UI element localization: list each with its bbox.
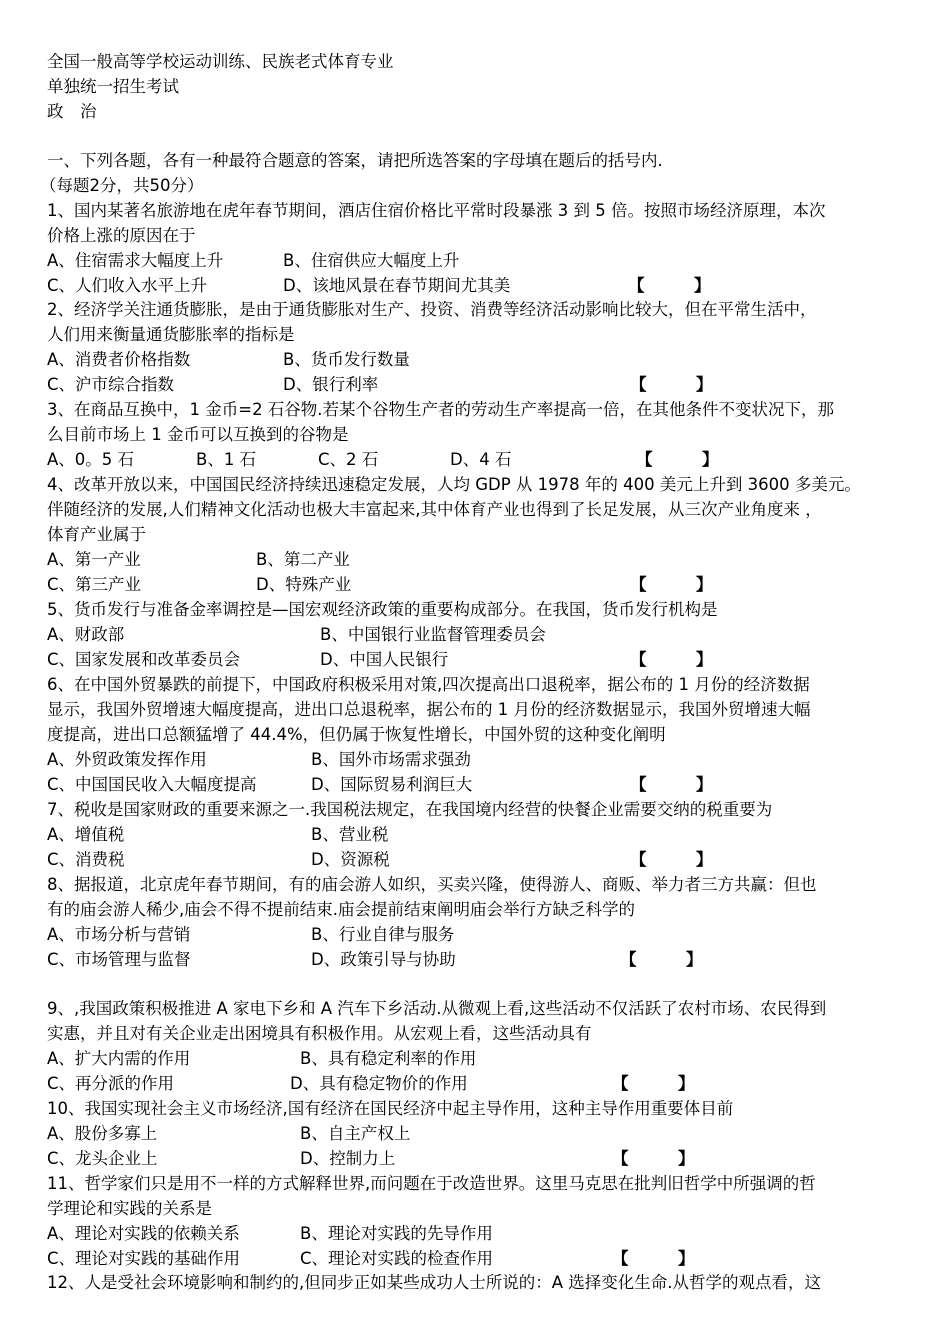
question-10-stem: 10、我国实现社会主义市场经济,国有经济在国民经济中起主导作用，这种主导作用重要体目前 [47, 1099, 734, 1118]
question-4-option: B、第二产业 [256, 550, 350, 569]
question-3-option: C、2 石 [318, 450, 379, 469]
question-11-option: C、理论对实践的检查作用 [300, 1249, 494, 1268]
exam-title-line1: 全国一般高等学校运动训练、民族老式体育专业 [47, 52, 394, 71]
question-9-stem: 实惠，并且对有关企业走出困境具有积极作用。从宏观上看，这些活动具有 [47, 1024, 592, 1043]
question-1-option: C、人们收入水平上升 [47, 276, 208, 295]
question-9-option: C、再分派的作用 [47, 1074, 175, 1093]
question-9-option: B、具有稳定利率的作用 [300, 1049, 477, 1068]
question-1-option: B、住宿供应大幅度上升 [283, 251, 460, 270]
question-5-option: B、中国银行业监督管理委员会 [320, 625, 546, 644]
question-7-option: D、资源税 [311, 850, 390, 869]
question-6-option: B、国外市场需求强劲 [311, 750, 471, 769]
answer-bracket: 【 】 [630, 775, 713, 794]
question-11-stem: 11、哲学家们只是用不一样的方式解释世界,而问题在于改造世界。这里马克思在批判旧哲学中所强调的哲 [47, 1174, 816, 1193]
answer-bracket: 【 】 [612, 1249, 695, 1268]
question-7-stem: 7、税收是国家财政的重要来源之一.我国税法规定，在我国境内经营的快餐企业需要交纳的税重要为 [47, 800, 773, 819]
question-8-stem: 8、据报道，北京虎年春节期间，有的庙会游人如织，买卖兴隆，使得游人、商贩、举力者三方共赢：但也 [47, 875, 817, 894]
answer-bracket: 【 】 [630, 375, 713, 394]
question-5-stem: 5、货币发行与准备金率调控是—国宏观经济政策的重要构成部分。在我国，货币发行机构是 [47, 600, 718, 619]
question-9-stem: 9、,我国政策积极推进 A 家电下乡和 A 汽车下乡活动.从微观上看,这些活动不仅活跃了农村市场、农民得到 [47, 999, 827, 1018]
question-7-option: B、营业税 [311, 825, 389, 844]
question-8-option: B、行业自律与服务 [311, 925, 455, 944]
answer-bracket: 【 】 [628, 276, 711, 295]
question-2-option: A、消费者价格指数 [47, 350, 191, 369]
question-10-option: D、控制力上 [300, 1149, 396, 1168]
question-3-stem: 3、在商品互换中，1 金币=2 石谷物.若某个谷物生产者的劳动生产率提高一倍，在其他条件不变状况下，那 [47, 400, 835, 419]
question-8-option: C、市场管理与监督 [47, 950, 191, 969]
question-6-option: C、中国国民收入大幅度提高 [47, 775, 257, 794]
answer-bracket: 【 】 [612, 1149, 695, 1168]
question-4-stem: 4、改革开放以来，中国国民经济持续迅速稳定发展，人均 GDP 从 1978 年的 400 美元上升到 3600 多美元。 [47, 475, 861, 494]
question-6-stem: 度提高，进出口总额猛增了 44.4%，但仍属于恢复性增长，中国外贸的这种变化阐明 [47, 725, 666, 744]
answer-bracket: 【 】 [630, 650, 713, 669]
question-5-option: D、中国人民银行 [320, 650, 449, 669]
question-8-option: D、政策引导与协助 [311, 950, 456, 969]
question-2-stem: 2、经济学关注通货膨胀，是由于通货膨胀对生产、投资、消费等经济活动影响比较大，但在平常生活中， [47, 300, 817, 319]
question-1-stem: 价格上涨的原因在于 [47, 226, 196, 245]
question-6-option: A、外贸政策发挥作用 [47, 750, 207, 769]
question-11-option: B、理论对实践的先导作用 [300, 1224, 493, 1243]
question-2-option: C、沪市综合指数 [47, 375, 175, 394]
question-10-option: C、龙头企业上 [47, 1149, 158, 1168]
question-6-option: D、国际贸易利润巨大 [311, 775, 473, 794]
question-3-option: B、1 石 [196, 450, 257, 469]
question-3-stem: 么目前市场上 1 金币可以互换到的谷物是 [47, 425, 349, 444]
answer-bracket: 【 】 [612, 1074, 695, 1093]
question-11-stem: 学理论和实践的关系是 [47, 1199, 212, 1218]
question-4-option: C、第三产业 [47, 575, 142, 594]
question-3-option: A、0。5 石 [47, 450, 135, 469]
exam-title-line2: 单独统一招生考试 [47, 77, 179, 96]
question-2-option: B、货币发行数量 [283, 350, 410, 369]
question-9-option: D、具有稳定物价的作用 [290, 1074, 468, 1093]
question-4-stem: 伴随经济的发展,人们精神文化活动也极大丰富起来,其中体育产业也得到了长足发展，从三次产业角度来 ， [47, 500, 822, 519]
question-5-option: A、财政部 [47, 625, 125, 644]
question-5-option: C、国家发展和改革委员会 [47, 650, 241, 669]
question-11-option: A、理论对实践的依赖关系 [47, 1224, 240, 1243]
answer-bracket: 【 】 [620, 950, 703, 969]
answer-bracket: 【 】 [630, 850, 713, 869]
question-4-option: A、第一产业 [47, 550, 141, 569]
section-note: （每题2分，共50分） [40, 176, 204, 195]
question-1-stem: 1、国内某著名旅游地在虎年春节期间，酒店住宿价格比平常时段暴涨 3 到 5 倍。按照市场经济原理，本次 [47, 201, 826, 220]
question-7-option: A、增值税 [47, 825, 125, 844]
question-1-option: A、住宿需求大幅度上升 [47, 251, 224, 270]
subject-title: 政 治 [47, 102, 97, 121]
question-1-option: D、该地风景在春节期间尤其美 [283, 276, 511, 295]
question-8-stem: 有的庙会游人稀少,庙会不得不提前结束.庙会提前结束阐明庙会举行方缺乏科学的 [47, 900, 635, 919]
question-6-stem: 显示，我国外贸增速大幅度提高，进出口总退税率，据公布的 1 月份的经济数据显示，我国外贸增速大幅 [47, 700, 811, 719]
question-2-option: D、银行利率 [283, 375, 379, 394]
question-10-option: A、股份多寡上 [47, 1124, 158, 1143]
question-4-option: D、特殊产业 [256, 575, 352, 594]
question-10-option: B、自主产权上 [300, 1124, 411, 1143]
question-12-stem: 12、人是受社会环境影响和制约的,但同步正如某些成功人士所说的：A 选择变化生命.从哲学的观点看，这 [47, 1273, 822, 1292]
question-4-stem: 体育产业属于 [47, 525, 146, 544]
answer-bracket: 【 】 [636, 450, 719, 469]
question-9-option: A、扩大内需的作用 [47, 1049, 191, 1068]
question-3-option: D、4 石 [450, 450, 512, 469]
question-7-option: C、消费税 [47, 850, 125, 869]
answer-bracket: 【 】 [630, 575, 713, 594]
section-title: 一、下列各题，各有一种最符合题意的答案，请把所选答案的字母填在题后的括号内. [47, 151, 663, 170]
question-6-stem: 6、在中国外贸暴跌的前提下，中国政府积极采用对策,四次提高出口退税率，据公布的 1 月份的经济数据 [47, 675, 810, 694]
question-8-option: A、市场分析与营销 [47, 925, 191, 944]
question-11-option: C、理论对实践的基础作用 [47, 1249, 241, 1268]
question-2-stem: 人们用来衡量通货膨胀率的指标是 [47, 325, 295, 344]
